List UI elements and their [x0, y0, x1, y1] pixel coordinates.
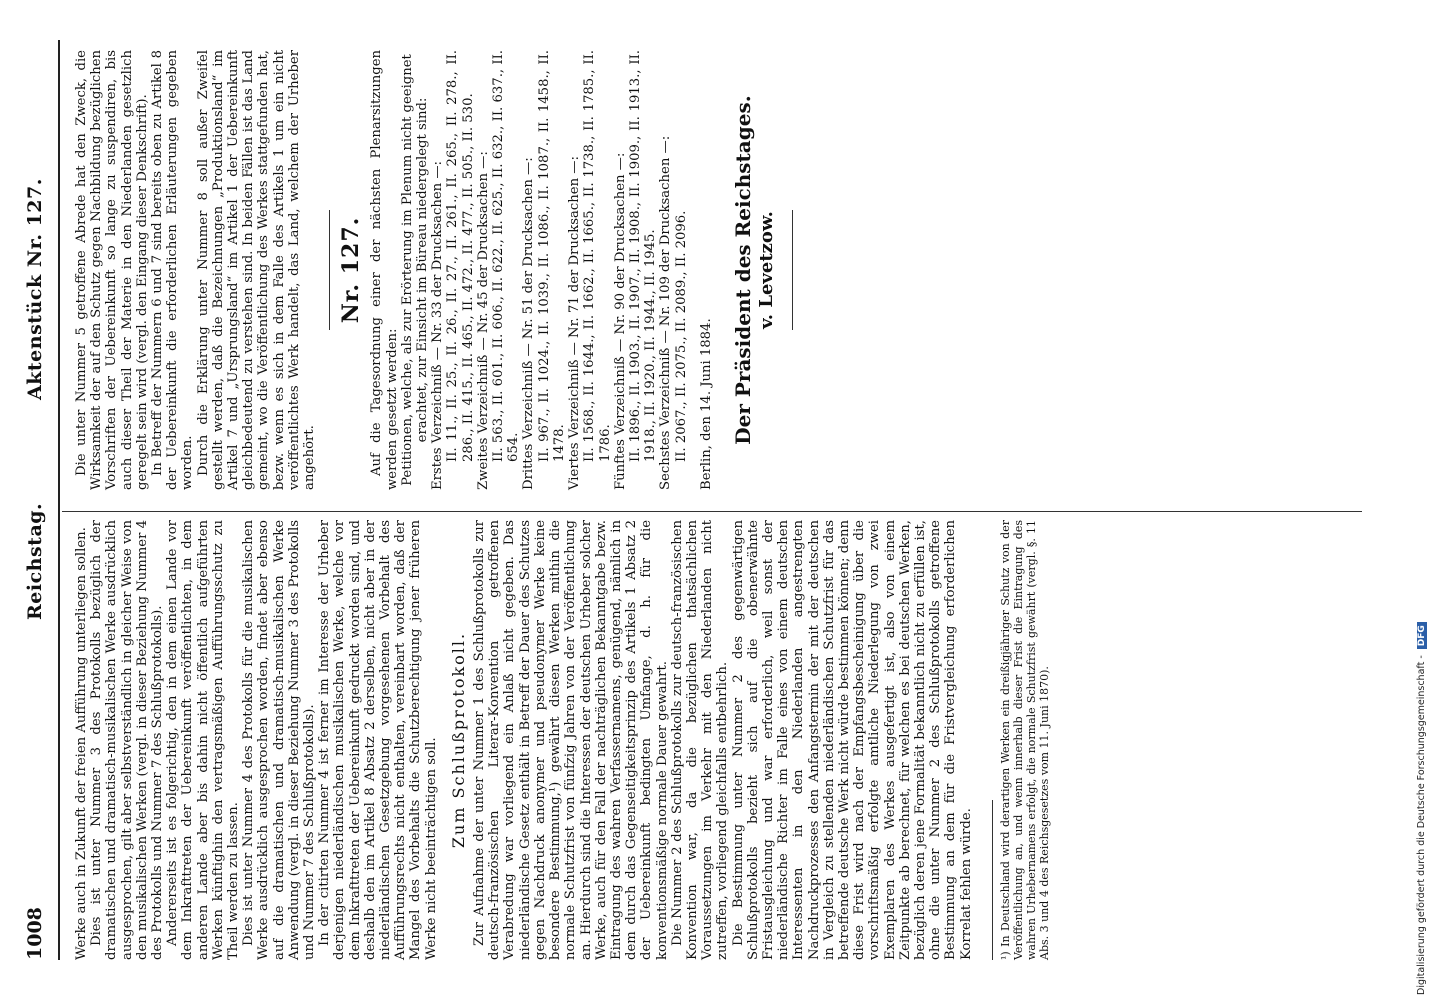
- list-label: Erstes Verzeichniß — Nr. 33 der Drucksachen —:: [430, 161, 446, 490]
- paragraph: Dies ist unter Nummer 4 des Protokolls für die musikalischen Werke ausdrücklich ausgesprochen worden, findet aber ebenso auf die dramatischen und dramatisch-musikalischen Werke Anwendung (vergl. in dieser Beziehung Nummer 3 des Protokolls und Nummer 7 des Schlußprotokolls).: [241, 520, 318, 960]
- header-rule: [58, 40, 60, 960]
- column-divider: [62, 511, 1362, 512]
- right-column: [74, 50, 805, 490]
- credit-text: Digitalisierung gefördert durch die Deutsche Forschungsgemeinschaft -: [1416, 655, 1427, 995]
- list-items: II. 11., II. 25., II. 26., II. 27., II. 261., II. 265., II. 278., II. 286., II. 415., II. 465., II. 472., II. 477., II. 505., II. 530.: [445, 50, 476, 462]
- page-number: 1008: [24, 907, 46, 960]
- paragraph: Werke auch in Zukunft der freien Aufführung unterliegen sollen.: [74, 527, 89, 960]
- paragraph: Die Nummer 2 des Schlußprotokolls zur deutsch-französischen Konvention war, da die bezüglichen thatsächlichen Voraussetzungen im Verkehr mit den Niederlanden nicht zutreffen, vorliegend gleichfalls entbehrlich.: [669, 520, 731, 960]
- list-items: II. 2067., II. 2075., II. 2089., II. 2096.: [673, 210, 689, 462]
- page-header: [18, 40, 58, 960]
- list-label: Zweites Verzeichniß — Nr. 45 der Drucksachen —:: [475, 151, 491, 490]
- dfg-logo: DFG: [1417, 622, 1427, 649]
- list-items: II. 967., II. 1024., II. 1039., II. 1086., II. 1087., II. 1458., II. 1478.: [536, 50, 567, 462]
- journal-title: Reichstag.: [24, 502, 46, 620]
- paragraph: Die unter Nummer 5 getroffene Abrede hat den Zweck, die Wirksamkeit der auf den Schutz gegen Nachbildung bezüglichen Vorschriften der Uebereinkunft so lange zu suspendiren, bis auch dieser Theil der Materie in den Niederlanden gesetzlich geregelt sein wird (vergl. den Eingang dieser Denkschrift).: [74, 50, 150, 490]
- list-label: Drittes Verzeichniß — Nr. 51 der Drucksachen —:: [521, 157, 537, 490]
- footnote: ¹) In Deutschland wird derartigen Werken ein dreißigjähriger Schutz von der Veröffentlichung an, und wenn innerhalb dieser Frist die Eintragung des wahren Urhebernamens erfolgt, die normale Schutzfrist gewährt (vergl. §. 11 Abs. 3 und 4 des Reichsgesetzes vom 11. Juni 1870).: [998, 520, 1051, 960]
- list-label: Fünftes Verzeichniß — Nr. 90 der Drucksachen —:: [612, 152, 628, 490]
- list-label: Sechstes Verzeichniß — Nr. 109 der Drucksachen —:: [658, 135, 674, 490]
- footnote-rule: [992, 800, 993, 960]
- document-title: Aktenstück Nr. 127.: [24, 178, 46, 400]
- paragraph: Andererseits ist es folgerichtig, den in dem einen Lande vor dem Inkrafttreten der Uebereinkunft veröffentlichten, in dem anderen Lande aber bis dahin nicht öffentlich aufgeführten Werken künftighin den vertragsmäßigen Aufführungsschutz zu Theil werden zu lassen.: [165, 520, 242, 960]
- left-column: [74, 520, 1051, 960]
- digitization-credit: [1416, 622, 1427, 995]
- paragraph: Dies ist unter Nummer 3 des Protokolls bezüglich der dramatischen und dramatisch-musikalischen Werke ausdrücklich ausgesprochen, gilt aber selbstverständlich in gleicher Weise von den musikalischen Werken (vergl. in dieser Beziehung Nummer 4 des Protokolls und Nummer 7 des Schlußprotokolls).: [89, 520, 166, 960]
- list-items: II. 563., II. 601., II. 606., II. 622., II. 625., II. 632., II. 637., II. 654.: [491, 50, 522, 462]
- intro-text-2: Petitionen, welche, als zur Erörterung im Plenum nicht geeignet erachtet, zur Einsicht im Büreau niedergelegt sind:: [399, 54, 431, 486]
- paragraph: Zur Aufnahme der unter Nummer 1 des Schlußprotokolls zur deutsch-französischen Literar-Konvention getroffenen Verabredung war vorliegend ein Anlaß nicht gegeben. Das niederländische Gesetz enthält in Betreff der Dauer des Schutzes gegen Nachdruck anonymer und pseudonymer Werke keine besondere Bestimmung,¹) gewährt diesen Werken mithin die normale Schutzfrist von fünfzig Jahren von der Veröffentlichung an. Hierdurch sind die Interessen der deutschen Urheber solcher Werke, auch für den Fall der nachträglichen Bekanntgabe bezw. Eintragung des wahren Verfassernamens, genügend, nämlich in dem durch das Gegenseitigkeitsprinzip des Artikels 1 Absatz 2 der Uebereinkunft bedingten Umfange, d. h. für die konventionsmäßige normale Dauer gewahrt.: [472, 520, 670, 960]
- signature-title: Der Präsident des Reichstages.: [730, 95, 755, 445]
- paragraph: In der citirten Nummer 4 ist ferner im Interesse der Urheber derjenigen niederländischen musikalischen Werke, welche vor dem Inkrafttreten der Uebereinkunft gedruckt worden sind, und deshalb den im Artikel 8 Absatz 2 derselben, nicht aber in der niederländischen Gesetzgebung vorgesehenen Vorbehalt des Aufführungsrechts nicht enthalten, vereinbart worden, daß der Mangel des Vorbehalts die Schutzberechtigung jener früheren Werke nicht beeinträchtigen soll.: [317, 520, 439, 960]
- section-rule: [329, 210, 330, 330]
- section-title: Zum Schlußprotokoll.: [448, 631, 468, 849]
- paragraph: Durch die Erklärung unter Nummer 8 soll außer Zweifel gestellt werden, daß die Bezeichnungen „Produktionsland“ im Artikel 7 und „Ursprungsland“ im Artikel 1 der Uebereinkunft gleichbedeutend zu verstehen sind. In beiden Fällen ist das Land gemeint, wo die Veröffentlichung des Werkes stattgefunden hat, bezw. wenn es sich in dem Falle des Artikels 1 um ein nicht veröffentlichtes Werk handelt, das Land, welchem der Urheber angehört.: [195, 50, 318, 490]
- list-items: II. 1568., II. 1644., II. 1662., II. 1665., II. 1738., II. 1785., II. 1786.: [582, 50, 613, 462]
- paragraph: In Betreff der Nummern 6 und 7 sind bereits oben zu Artikel 8 der Uebereinkunft die erforderlichen Erläuterungen gegeben worden.: [150, 50, 196, 490]
- signature-name: v. Levetzow.: [756, 211, 778, 329]
- list-label: Viertes Verzeichniß — Nr. 71 der Drucksachen —:: [567, 156, 583, 490]
- paragraph: Die Bestimmung unter Nummer 2 des gegenwärtigen Schlußprotokolls bezieht sich auf die obenerwähnte Fristausgleichung und war erforderlich, weil sonst der niederländische Richter im Falle eines von einem deutschen Interessenten in den Niederlanden angestrengten Nachdruckprozesses den Anfangstermin der mit der deutschen in Vergleich zu stellenden niederländischen Schutzfrist für das betreffende deutsche Werk nicht würde bestimmen können; denn diese Frist wird nach der Empfangsbescheinigung über die vorschriftsmäßig erfolgte amtliche Niederlegung von zwei Exemplaren des Werkes ausgefertigt ist, also von einem Zeitpunkte ab berechnet, für welchen es bei deutschen Werken, bezüglich deren jene Formalität bekanntlich nicht zu erfüllen ist, ohne die unter Nummer 2 des Schlußprotokolls getroffene Bestimmung an dem für die Fristvergleichung erforderlichen Korrelat fehlen würde.: [730, 520, 974, 960]
- intro-text: Auf die Tagesordnung einer der nächsten Plenarsitzungen werden gesetzt werden:: [369, 50, 400, 490]
- petition-list: [430, 50, 688, 490]
- date-line: Berlin, den 14. Juni 1884.: [698, 318, 714, 490]
- number-title: Nr. 127.: [338, 216, 365, 324]
- closing-rule: [792, 210, 793, 330]
- list-items: II. 1896., II. 1903., II. 1907., II. 1908., II. 1909., II. 1913., II. 1918., II. 1920., II. 1944., II. 1945.: [627, 50, 659, 462]
